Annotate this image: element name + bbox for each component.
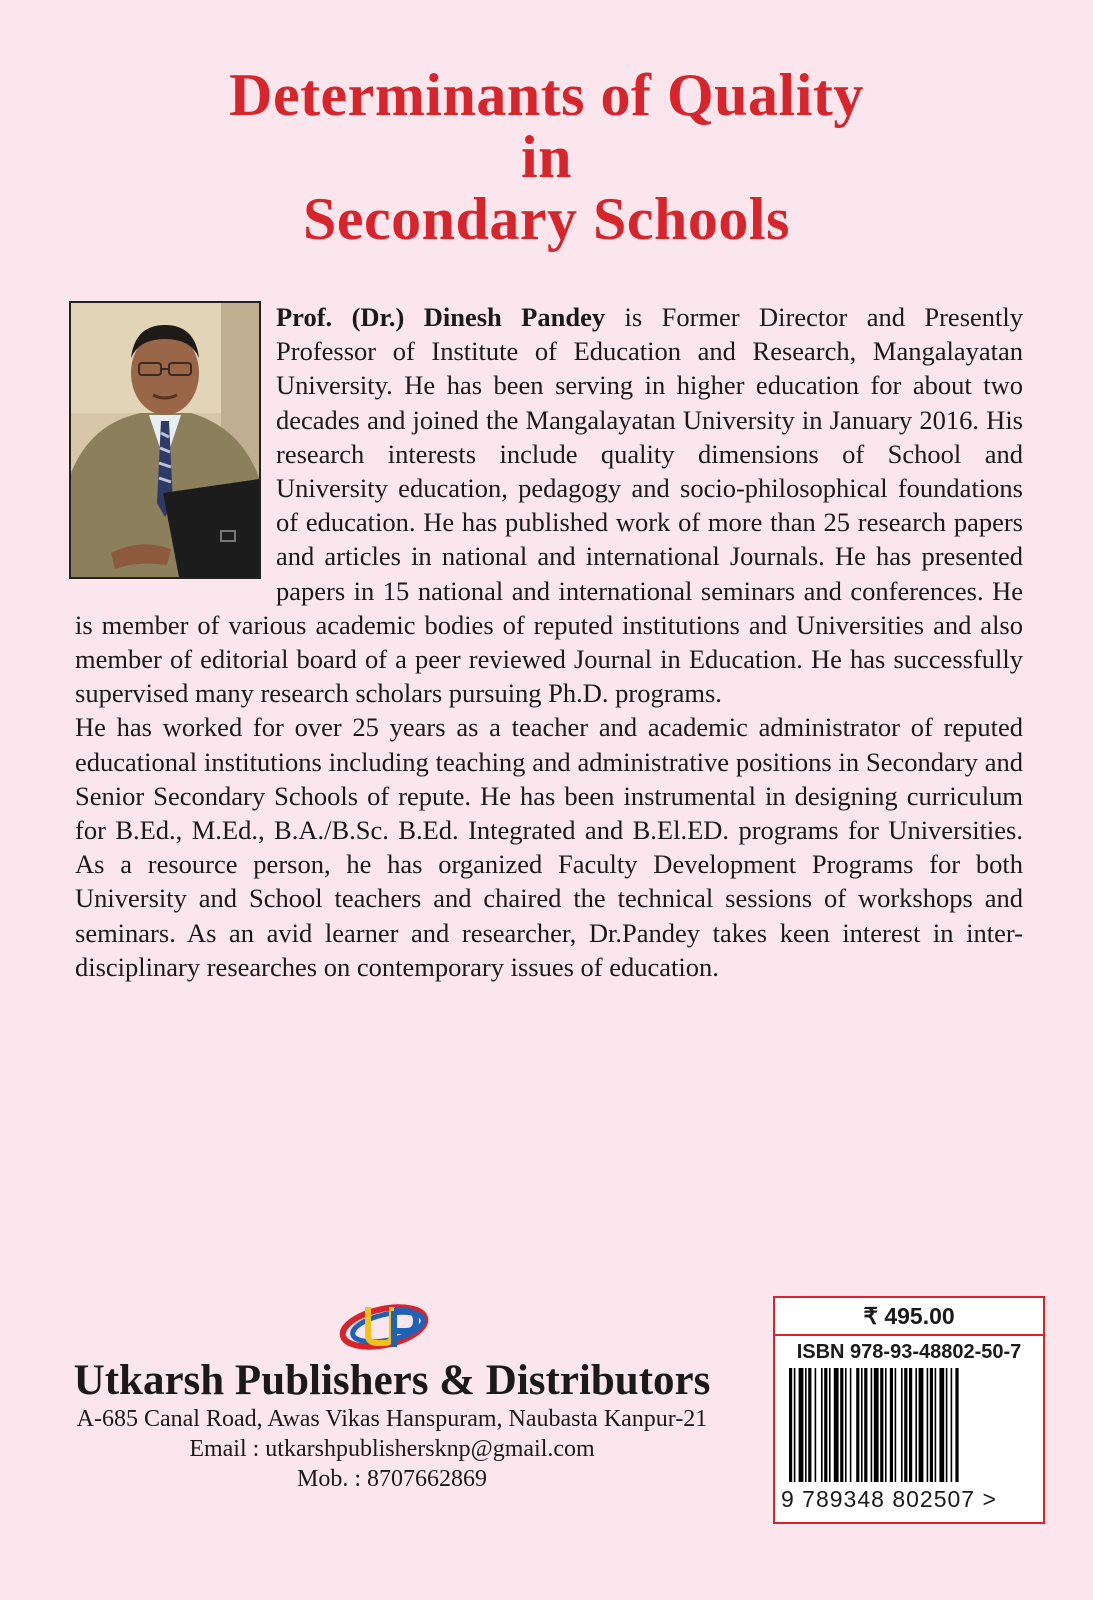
barcode-bar: [939, 1368, 944, 1482]
barcode-bar: [909, 1368, 912, 1482]
author-biography: [75, 300, 1023, 984]
title-line-2: in: [520, 124, 573, 190]
barcode-bar: [864, 1368, 867, 1482]
barcode-bar: [901, 1368, 903, 1482]
barcode-bar: [861, 1368, 863, 1482]
barcode-bar: [946, 1368, 948, 1482]
price-label: ₹ 495.00: [775, 1298, 1043, 1336]
barcode-digits: 9 789348 802507 >: [781, 1486, 997, 1512]
barcode-bar: [890, 1368, 893, 1482]
barcode-bar: [821, 1368, 823, 1482]
barcode-bar: [799, 1368, 804, 1482]
barcode-bar: [904, 1368, 907, 1482]
barcode-bar: [789, 1368, 792, 1482]
publisher-mobile: Mob. : 8707662869: [296, 1466, 487, 1492]
title-line-3: Secondary Schools: [303, 186, 790, 252]
publisher-email: Email : utkarshpublishersknp@gmail.com: [189, 1436, 595, 1462]
publisher-address: A-685 Canal Road, Awas Vikas Hanspuram, Naubasta Kanpur-21: [76, 1406, 708, 1432]
barcode-bar: [930, 1368, 933, 1482]
book-title: [0, 64, 1093, 250]
barcode-bar: [808, 1368, 811, 1482]
author-name: Prof. (Dr.) Dinesh Pandey: [276, 302, 606, 332]
barcode-bar: [927, 1368, 929, 1482]
barcode-bar: [895, 1368, 897, 1482]
bio-paragraph-2: He has worked for over 25 years as a teacher and academic administrator of reputed educational institutions including teaching and administrative positions in Secondary and Senior Secondary Schools of repute. He has been instrumental in designing curriculum for B.Ed., M.Ed., B.A./B.Sc. B.Ed. Integrated and B.El.ED. programs for Universities. As a resource person, he has organized Faculty Development Programs for both University and School teachers and chaired the technical sessions of workshops and seminars. As an avid learner and researcher, Dr.Pandey takes keen interest in inter-disciplinary researches on contemporary issues of education.: [75, 712, 1023, 982]
barcode-bar: [871, 1368, 873, 1482]
barcode-bar: [824, 1368, 827, 1482]
barcode-bar: [935, 1368, 937, 1482]
barcode-bar: [815, 1368, 817, 1482]
price-barcode-box: [773, 1296, 1045, 1524]
barcode-bar: [834, 1368, 839, 1482]
barcode-bar: [840, 1368, 843, 1482]
barcode-bar: [845, 1368, 847, 1482]
barcode-bar: [915, 1368, 917, 1482]
barcode-bar: [805, 1368, 807, 1482]
publisher-name: Utkarsh Publishers & Distributors: [73, 1357, 711, 1404]
barcode-bar: [829, 1368, 831, 1482]
photo-spacer: [75, 300, 276, 581]
publisher-logo-icon: [338, 1297, 434, 1355]
isbn-label: ISBN 978-93-48802-50-7: [796, 1341, 1022, 1363]
bio-paragraph-1-text: is Former Director and Presently Professor of Institute of Education and Research, Mangalayatan University. He has been serving in higher education for about two decades and joined the Mangalayatan University in January 2016. His research interests include quality dimensions of School and University education, pedagogy and socio-philosophical foundations of education. He has published work of more than 25 research papers and articles in national and international Journals. He has presented papers in 15 national and international seminars and conferences. He is member of various academic bodies of reputed institutions and Universities and also member of editorial board of a peer reviewed Journal in Education. He has successfully supervised many research scholars pursuing Ph.D. programs.: [75, 302, 1023, 709]
barcode-bar: [794, 1368, 796, 1482]
barcode-bar: [951, 1368, 953, 1482]
title-line-1: Determinants of Quality: [229, 62, 864, 128]
barcode-bar: [880, 1368, 883, 1482]
barcode-icon: [787, 1368, 1027, 1482]
barcode-bar: [919, 1368, 924, 1482]
barcode-bar: [955, 1368, 958, 1482]
barcode-bar: [856, 1368, 859, 1482]
barcode-bar: [874, 1368, 879, 1482]
barcode-bar: [885, 1368, 887, 1482]
barcode-bar: [850, 1368, 852, 1482]
